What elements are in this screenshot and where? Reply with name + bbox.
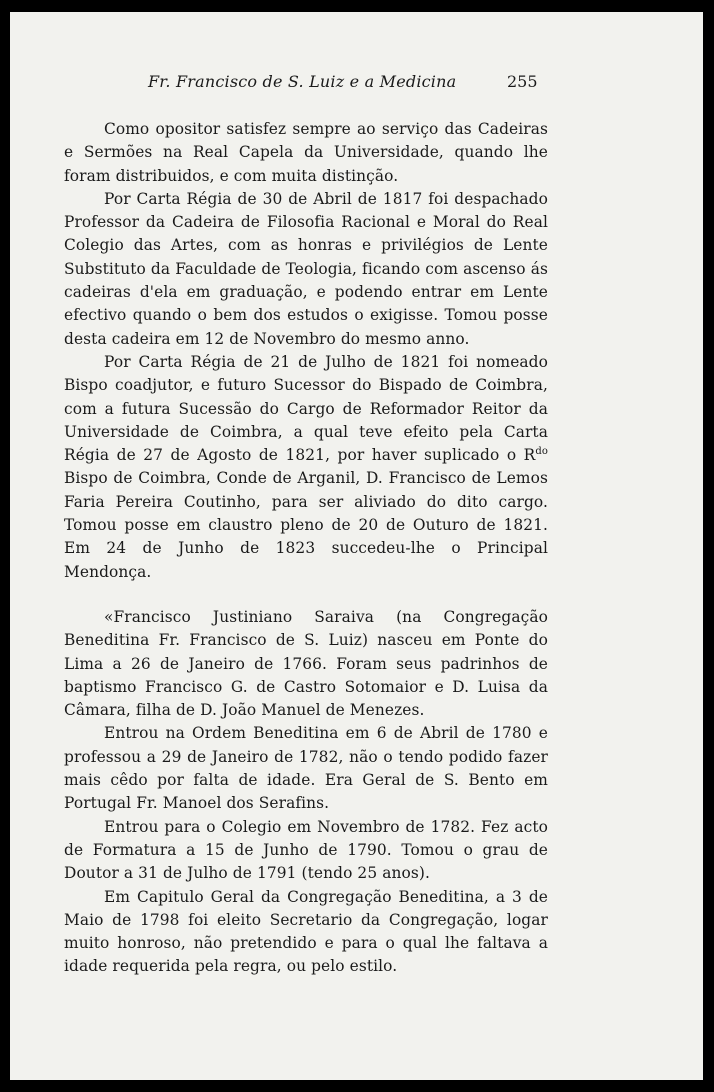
running-title: Fr. Francisco de S. Luiz e a Medicina bbox=[148, 72, 457, 91]
page-number: 255 bbox=[507, 72, 538, 91]
paragraph-text: Bispo de Coimbra, Conde de Arganil, D. Francisco de Lemos Faria Pereira Coutinho, para ser aliviado do dito cargo. Tomou posse em claustro pleno de 20 de Outuro de 1821. Em 24 de Junho de 1823 succedeu-lhe o Principal Mendonça. bbox=[64, 469, 548, 581]
paragraph-ordem-beneditina: Entrou na Ordem Beneditina em 6 de Abril de 1780 e professou a 29 de Janeiro de 1782, não o tendo podido fazer mais cêdo por falta de idade. Era Geral de S. Bento em Portugal Fr. Manoel dos Serafins. bbox=[64, 724, 548, 813]
body-text bbox=[64, 118, 548, 979]
paragraph-carta-regia-1817: Por Carta Régia de 30 de Abril de 1817 foi despachado Professor da Cadeira de Filosofia Racional e Moral do Real Colegio das Artes, com as honras e privilégios de Lente Substituto da Faculdade de Teologia, ficando com ascenso ás cadeiras d'ela em graduação, e podendo entrar em Lente efectivo quando o bem dos estudos o exigisse. Tomou posse desta cadeira em 12 de Novembro do mesmo anno. bbox=[64, 189, 548, 348]
book-page bbox=[10, 12, 703, 1080]
paragraph-biography: «Francisco Justiniano Saraiva (na Congregação Beneditina Fr. Francisco de S. Luiz) nasceu em Ponte do Lima a 26 de Janeiro de 1766. Foram seus padrinhos de baptismo Francisco G. de Castro Sotomaior e D. Luisa da Câmara, filha de D. João Manuel de Menezes. bbox=[64, 607, 548, 720]
paragraph-opositor: Como opositor satisfez sempre ao serviço das Cadeiras e Sermões na Real Capela da Universidade, quando lhe foram distribuidos, e com muita distinção. bbox=[64, 120, 548, 185]
section-gap bbox=[64, 584, 548, 606]
paragraph-colegio: Entrou para o Colegio em Novembro de 1782. Fez acto de Formatura a 15 de Junho de 1790. Tomou o grau de Doutor a 31 de Julho de 1791 (tendo 25 anos). bbox=[64, 817, 548, 883]
running-head bbox=[10, 72, 703, 96]
paragraph-capitulo-geral: Em Capitulo Geral da Congregação Beneditina, a 3 de Maio de 1798 foi eleito Secretario da Congregação, logar muito honroso, não pretendido e para o qual lhe faltava a idade requerida pela regra, ou pelo estilo. bbox=[64, 887, 548, 976]
superscript-abbreviation: do bbox=[535, 446, 548, 458]
paragraph-text: Por Carta Régia de 21 de Julho de 1821 foi nomeado Bispo coadjutor, e futuro Sucessor do Bispado de Coimbra, com a futura Sucessão do Cargo de Reformador Reitor da Universidade de Coimbra, a qual teve efeito pela Carta Régia de 27 de Agosto de 1821, por haver suplicado o R bbox=[64, 352, 548, 465]
paragraph-carta-regia-1821 bbox=[64, 351, 548, 584]
